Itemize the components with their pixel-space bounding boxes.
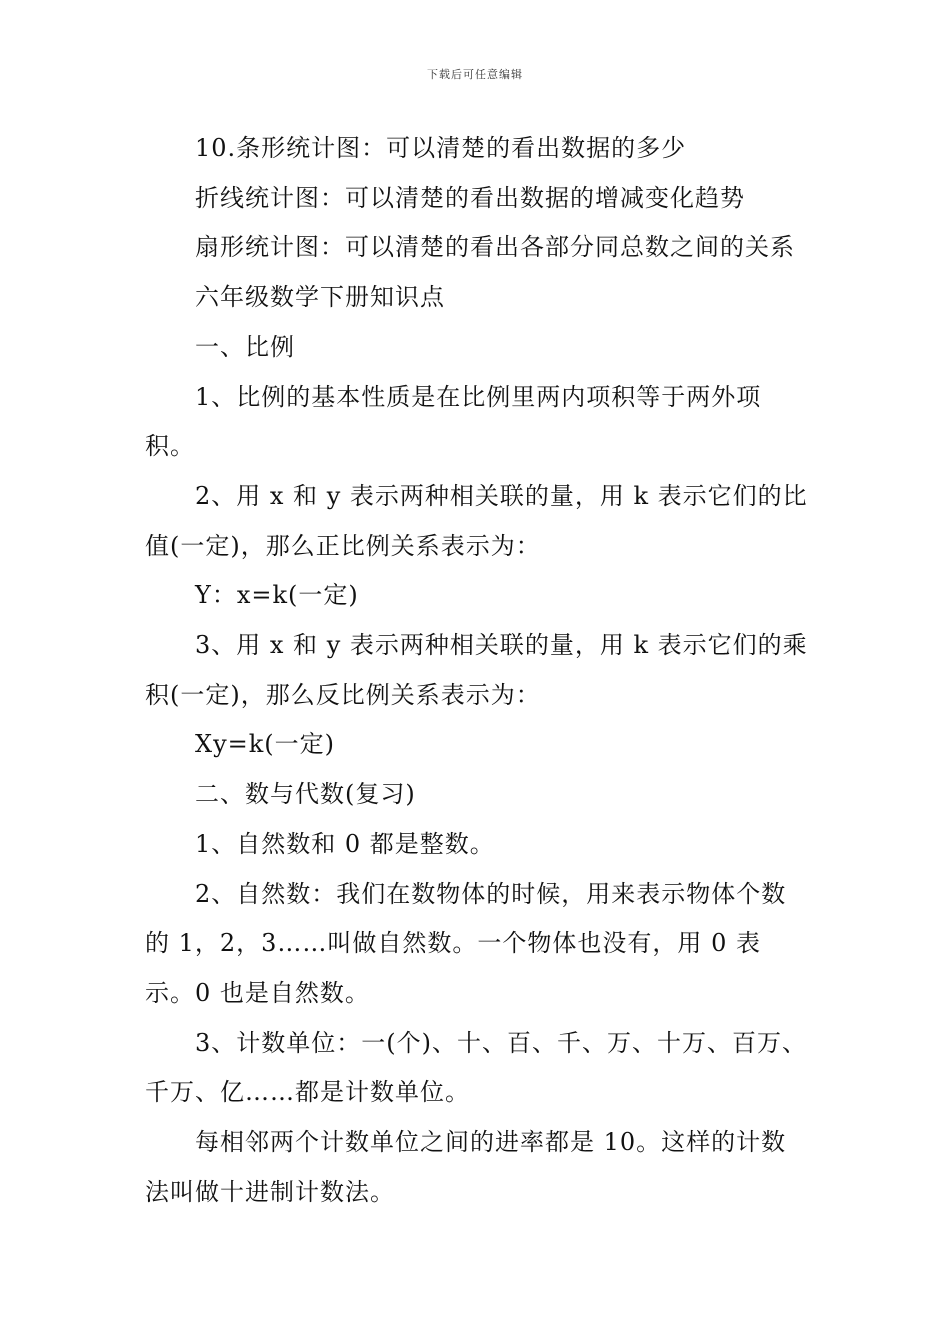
paragraph-bar-chart: 10.条形统计图：可以清楚的看出数据的多少 (195, 134, 687, 162)
paragraph-pie-chart: 扇形统计图：可以清楚的看出各部分同总数之间的关系 (195, 233, 795, 262)
paragraph-line-chart: 折线统计图：可以清楚的看出数据的增减变化趋势 (195, 183, 745, 212)
document-body (145, 124, 809, 1217)
paragraph-direct-proportion: 2、用 x 和 y 表示两种相关联的量，用 k 表示它们的比值(一定)，那么正比例关系表示为： (145, 481, 808, 560)
paragraph-natural-numbers: 2、自然数：我们在数物体的时候，用来表示物体个数的 1，2，3……叫做自然数。一个物体也没有，用 0 表示。0 也是自然数。 (145, 879, 787, 1007)
paragraph-natural-integers: 1、自然数和 0 都是整数。 (195, 829, 495, 858)
formula-inverse-proportion: Xy=k(一定) (195, 730, 336, 759)
section-heading-numbers-algebra: 二、数与代数(复习) (195, 780, 416, 809)
section-heading-ratio: 一、比例 (195, 332, 295, 361)
formula-direct-proportion: Y：x=k(一定) (195, 581, 359, 610)
paragraph-counting-units: 3、计数单位：一(个)、十、百、千、万、十万、百万、千万、亿……都是计数单位。 (145, 1028, 807, 1107)
paragraph-inverse-proportion: 3、用 x 和 y 表示两种相关联的量，用 k 表示它们的乘积(一定)，那么反比例关系表示为： (145, 631, 808, 709)
page-header: 下载后可任意编辑 (427, 68, 523, 81)
paragraph-decimal-system: 每相邻两个计数单位之间的进率都是 10。这样的计数法叫做十进制计数法。 (145, 1128, 787, 1206)
section-title-grade6: 六年级数学下册知识点 (195, 283, 445, 312)
paragraph-ratio-property: 1、比例的基本性质是在比例里两内项积等于两外项积。 (145, 382, 762, 461)
